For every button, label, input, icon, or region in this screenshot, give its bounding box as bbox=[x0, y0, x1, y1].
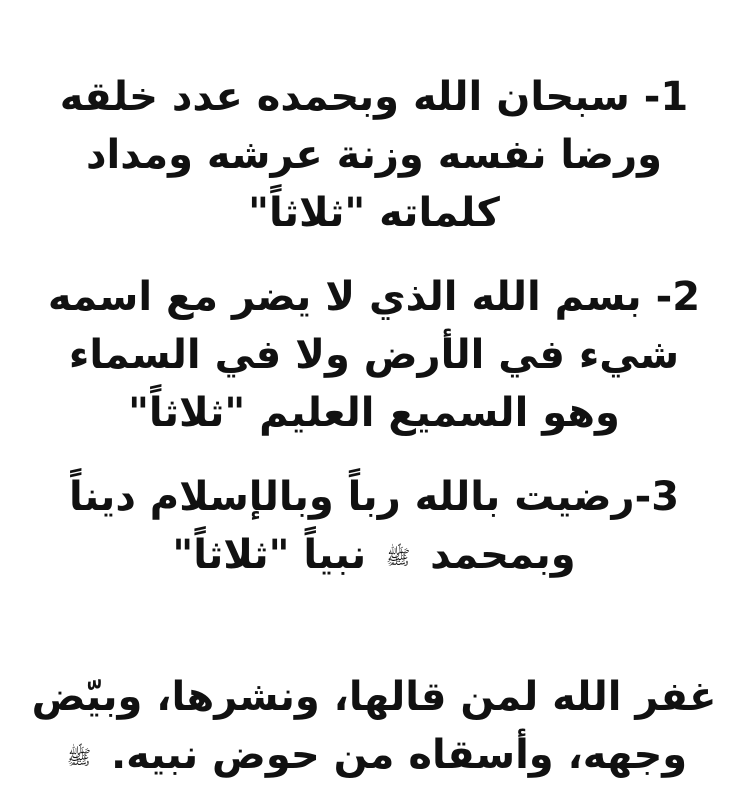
dhikr-2-line-2: شيء في الأرض ولا في السماء bbox=[68, 332, 680, 378]
closing-line-2 bbox=[30, 726, 718, 786]
closing-honorific-icon: ﷺ bbox=[66, 745, 92, 769]
dhikr-3-line-1: 3-رضيت بالله رباً وبالإسلام ديناً bbox=[68, 474, 680, 520]
closing-line-2-text: وجهه، وأسقاه من حوض نبيه. bbox=[110, 732, 688, 778]
dhikr-2 bbox=[30, 268, 718, 442]
dhikr-3-line-2-after: نبياً "ثلاثاً" bbox=[172, 532, 367, 578]
dhikr-3-line-2-before: وبمحمد bbox=[430, 532, 576, 578]
dhikr-2-line-1: 2- بسم الله الذي لا يضر مع اسمه bbox=[47, 274, 701, 320]
dhikr-3-line-2 bbox=[30, 526, 718, 586]
dhikr-1 bbox=[30, 68, 718, 242]
closing-line-1: غفر الله لمن قالها، ونشرها، وبيّض bbox=[31, 674, 717, 720]
dhikr-1-line-3: كلماته "ثلاثاً" bbox=[248, 190, 500, 236]
dhikr-1-line-1: 1- سبحان الله وبحمده عدد خلقه bbox=[59, 74, 689, 120]
dhikr-1-line-2: ورضا نفسه وزنة عرشه ومداد bbox=[86, 132, 662, 178]
closing-prayer bbox=[30, 668, 718, 786]
dhikr-2-line-3: وهو السميع العليم "ثلاثاً" bbox=[128, 390, 620, 436]
dhikr-3 bbox=[30, 468, 718, 586]
salawat-honorific-icon: ﷺ bbox=[386, 545, 411, 569]
